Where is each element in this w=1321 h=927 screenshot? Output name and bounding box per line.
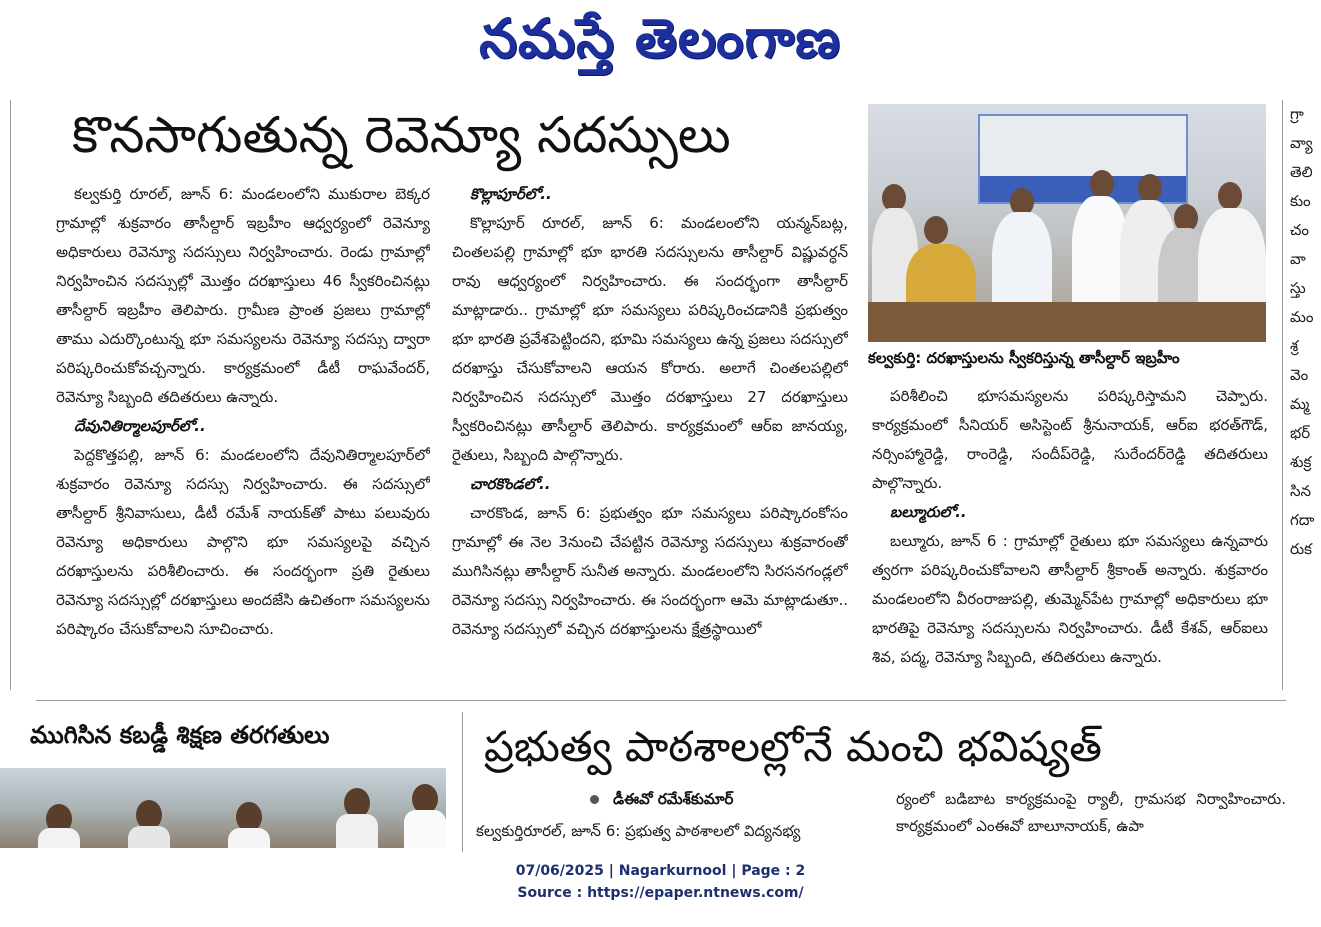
byline: డీఈవో రమేశ్‌కుమార్: [590, 786, 850, 812]
column-3-subheading: బల్మూరులో..: [890, 503, 967, 521]
school-headline: ప్రభుత్వ పాఠశాలల్లోనే మంచి భవిష్యత్: [484, 722, 1102, 771]
news-photo-tahsildar: [868, 104, 1266, 342]
column-1-paragraph-1: కల్వకుర్తి రూరల్, జూన్ 6: మండలంలోని ముకురాల బెక్కర గ్రామాల్లో శుక్రవారం తాసీల్దార్ ఇబ్రహీం ఆధ్వర్యంలో రెవెన్యూ అధికారులు రెవెన్యూ సదస్సులు నిర్వహించారు. రెండు గ్రామాల్లో నిర్వహించిన సదస్సుల్లో మొత్తం దరఖాస్తులు 46 స్వీకరించినట్లు తాసీల్దార్ ఇబ్రహీం తెలిపారు. గ్రామీణ ప్రాంత ప్రజలు గ్రామాల్లో తాము ఎదుర్కొంటున్న భూ సమస్యలను రెవెన్యూ సదస్సు ద్వారా పరిష్కరించుకోవచ్చన్నారు. కార్యక్రమంలో డీటీ రాఘవేందర్, రెవెన్యూ సిబ్బంది తదితరులు ఉన్నారు.: [56, 185, 430, 406]
school-article-right: ర్యంలో బడిబాట కార్యక్రమంపై ర్యాలీ, గ్రామసభ నిర్వాహించారు. కార్యక్రమంలో ఎంఈవో బాలూనాయక్, ఉపా: [896, 790, 1286, 835]
column-2-paragraph-2: చారకొండ, జూన్ 6: ప్రభుత్వం భూ సమస్యలు పరిష్కారంకోసం గ్రామాల్లో ఈ నెల 3నుంచి చేపట్టిన రెవెన్యూ సదస్సులు శుక్రవారంతో ముగిసినట్లు తాసీల్దార్ సునీత అన్నారు. మండలంలోని సిరసనగండ్లలో రెవెన్యూ సదస్సు నిర్వహించారు. ఈ సందర్భంగా ఆమె మాట్లాడుతూ.. రెవెన్యూ సదస్సులో వచ్చిన దరఖాస్తులను క్షేత్రస్థాయిలో: [452, 504, 848, 638]
article-column-3: [872, 382, 1268, 690]
photo-caption: కల్వకుర్తి: దరఖాస్తులను స్వీకరిస్తున్న తాసీల్దార్ ఇబ్రహీం: [868, 349, 1180, 367]
school-article-left: కల్వకుర్తిరూరల్, జూన్ 6: ప్రభుత్వ పాఠశాలలో విద్యనభ్య: [476, 822, 801, 840]
column-1-subheading: దేవునితిర్మాలపూర్‌లో..: [74, 417, 206, 435]
footer-date-line: 07/06/2025 | Nagarkurnool | Page : 2: [515, 863, 806, 879]
rule-section-divider: [36, 700, 1286, 701]
column-3-paragraph-2: బల్మూరు, జూన్ 6 : గ్రామాల్లో రైతులు భూ సమస్యలు ఉన్నవారు త్వరగా పరిష్కరించుకోవాలని తాసీల్దార్ శ్రీకాంత్ అన్నారు. శుక్రవారం మండలంలోని వీరంరాజుపల్లి, తుమ్మెన్‌పేట గ్రామాల్లో అధికారులు భూ భారతిపై రెవెన్యూ సదస్సులను నిర్వహించారు. డీటీ కేశవ్, ఆర్ఐలు శివ, పద్మ, రెవెన్యూ సిబ్బంది, తదితరులు ఉన్నారు.: [872, 532, 1268, 666]
footer-source-line: Source : https://epaper.ntnews.com/: [517, 885, 804, 901]
article-column-2: [452, 180, 848, 690]
page-footer: [0, 860, 1321, 916]
column-2-subheading-2: చారకొండలో..: [470, 475, 551, 493]
masthead-logo: నమస్తే తెలంగాణ: [479, 7, 841, 70]
column-3-paragraph-1: పరిశీలించి భూసమస్యలను పరిష్కరిస్తామని చెప్పారు. కార్యక్రమంలో సీనియర్ అసిస్టెంట్ శ్రీనునాయక్, ఆర్ఐ భరత్‌గౌడ్, నర్సింహ్మారెడ్డి, రాంరెడ్డి, సందీప్‌రెడ్డి, సురేందర్‌రెడ్డి తదితరులు పాల్గొన్నారు.: [872, 387, 1268, 492]
column-1-paragraph-2: పెద్దకొత్తపల్లి, జూన్ 6: మండలంలోని దేవునితిర్మాలపూర్‌లో శుక్రవారం రెవెన్యూ సదస్సు నిర్వహించారు. ఈ సదస్సులో తాసీల్దార్ శ్రీనివాసులు, డీటీ రమేశ్ నాయక్‌తో పాటు పలువురు రెవెన్యూ అధికారులు పాల్గొని భూ సమస్యలపై వచ్చిన దరఖాస్తులను పరిశీలించారు. ఈ సందర్భంగా ప్రతి రైతులు రెవెన్యూ సదస్సుల్లో దరఖాస్తులు అందజేసి ఉచితంగా సమస్యలను పరిష్కారం చేసుకోవాలని సూచించారు.: [56, 446, 430, 638]
rule-left-vertical: [10, 100, 11, 690]
bullet-icon: [590, 795, 599, 804]
kabaddi-photo: [0, 768, 446, 848]
column-2-subheading-1: కొల్లాపూర్‌లో..: [470, 185, 552, 203]
rule-right-vertical: [1282, 100, 1283, 690]
main-headline: కొనసాగుతున్న రెవెన్యూ సదస్సులు: [72, 106, 731, 164]
kabaddi-headline: ముగిసిన కబడ్డీ శిక్షణ తరగతులు: [30, 721, 330, 749]
article-column-1: [56, 180, 430, 690]
rule-bottom-vertical: [462, 712, 463, 852]
adjacent-article-strip: గ్రా వ్యా తెలి కుం చం వా స్తు మం శ్ర వెం మ్మ భర్ శుక్ర సిన గదా రుక: [1290, 105, 1315, 558]
column-2-paragraph-1: కొల్లాపూర్ రూరల్, జూన్ 6: మండలంలోని యన్మన్‌బట్ల, చింతలపల్లి గ్రామాల్లో భూ భారతి సదస్సులను తాసీల్దార్ విష్ణువర్ధన్ రావు ఆధ్వర్యంలో నిర్వహించారు. ఈ సందర్భంగా తాసీల్దార్ మాట్లాడారు.. గ్రామాల్లో భూ సమస్యలు పరిష్కరించడానికి ప్రభుత్వం భూ భారతి ప్రవేశపెట్టిందని, భూమి సమస్యలు ఉన్న ప్రజలు సదస్సులో దరఖాస్తు చేసుకోవాలని ఆయన కోరారు. అలాగే చింతలపల్లిలో నిర్వహించిన సదస్సులో మొత్తం దరఖాస్తులు 27 దరఖాస్తులు స్వీకరించినట్లు తాసీల్దార్ తెలిపారు. కార్యక్రమంలో ఆర్ఐ జానయ్య, రైతులు, సిబ్బంది పాల్గొన్నారు.: [452, 214, 848, 464]
